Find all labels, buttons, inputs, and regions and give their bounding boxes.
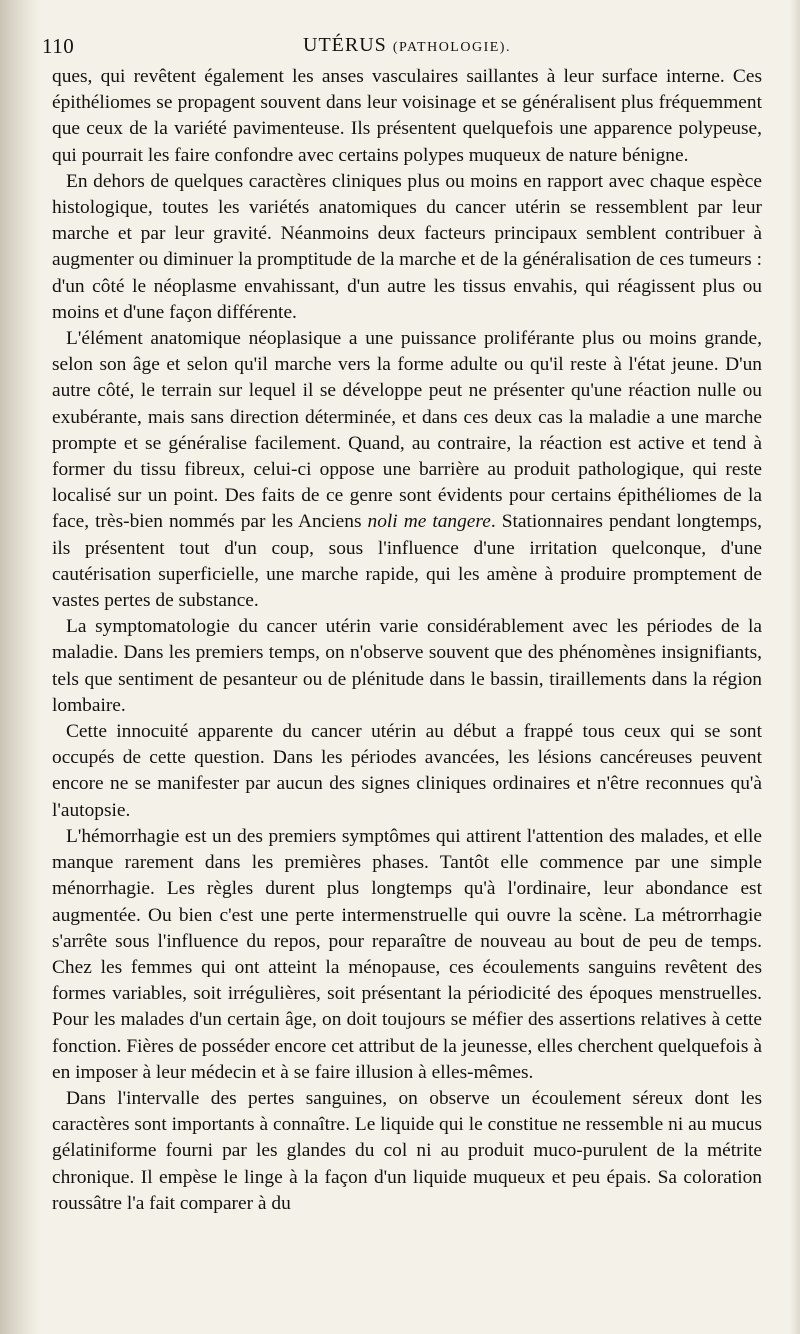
running-title — [52, 34, 762, 57]
running-header — [42, 30, 762, 64]
paragraph-text: . Stationnaires pendant longtemps, ils présentent tout d'un coup, sous l'influence d'une irritation quelconque, d'une cautérisation superficielle, une marche rapide, qui les amène à produire promptement de vastes pertes de substance. — [52, 511, 762, 612]
running-title-subtitle: (PATHOLOGIE). — [392, 40, 511, 55]
running-title-main: UTÉRUS — [303, 34, 387, 56]
paragraph-text: L'élément anatomique néoplasique a une puissance proliférante plus ou moins grande, selon son âge et selon qu'il marche vers la forme adulte ou qu'il reste à l'état jeune. D'un autre côté, le terrain sur lequel il se développe peut ne présenter qu'une réaction nulle ou exubérante, mais sans direction déterminée, et dans ces deux cas la maladie a une marche prompte et se généralise facilement. Quand, au contraire, la réaction est active et tend à former du tissu fibreux, celui-ci oppose une barrière au produit pathologique, qui reste localisé sur un point. Des faits de ce genre sont évidents pour certains épithéliomes de la face, très-bien nommés par les Anciens — [52, 328, 762, 533]
paragraph: Dans l'intervalle des pertes sanguines, on observe un écoulement séreux dont les caractères sont importants à connaître. Le liquide qui le constitue ne ressemble ni au mucus gélatiniforme fourni par les glandes du col ni au produit muco-purulent de la métrite chronique. Il empèse le linge à la façon d'un liquide muqueux et peu épais. Sa coloration roussâtre l'a fait comparer à du — [52, 1087, 762, 1214]
paragraph: La symptomatologie du cancer utérin varie considérablement avec les périodes de la maladie. Dans les premiers temps, on n'observe souvent que des phénomènes insignifiants, tels que sentiment de pesanteur ou de plénitude dans le bassin, tiraillements dans la région lombaire. — [52, 616, 762, 716]
page-number: 110 — [42, 34, 75, 58]
paragraph: En dehors de quelques caractères cliniques plus ou moins en rapport avec chaque espèce histologique, toutes les variétés anatomiques du cancer utérin se ressemblent par leur marche et par leur gravité. Néanmoins deux facteurs principaux semblent contribuer à augmenter ou diminuer la promptitude de la marche et de la généralisation de ces tumeurs : d'un côté le néoplasme envahissant, d'un autre les tissus envahis, qui réagissent plus ou moins et d'une façon différente. — [52, 170, 762, 323]
paragraph: L'hémorrhagie est un des premiers symptômes qui attirent l'attention des malades, et elle manque rarement dans les premières phases. Tantôt elle commence par une simple ménorrhagie. Les règles durent plus longtemps qu'à l'ordinaire, leur abondance est augmentée. Ou bien c'est une perte intermenstruelle qui ouvre la scène. La métrorrhagie s'arrête sous l'influence du repos, pour reparaître de nouveau au bout de peu de temps. Chez les femmes qui ont atteint la ménopause, ces écoulements sanguins revêtent des formes variables, soit irrégulières, soit présentant la périodicité des époques menstruelles. Pour les malades d'un certain âge, on doit toujours se méfier des assertions relatives à cette fonction. Fières de posséder encore cet attribut de la jeunesse, elles cherchent quelquefois à en imposer à leur médecin et à se faire illusion à elles-mêmes. — [52, 825, 762, 1083]
latin-phrase: noli me tangere — [367, 511, 491, 533]
paragraph-continued: ques, qui revêtent également les anses vasculaires saillantes à leur surface interne. Ces épithéliomes se propagent souvent dans leur voisinage et se généralisent plus fréquemment que ceux de la variété pavimenteuse. Ils présentent quelquefois une apparence polypeuse, qui pourrait les faire confondre avec certains polypes muqueux de nature bénigne. — [52, 66, 762, 166]
body-text — [52, 64, 762, 1217]
paragraph: Cette innocuité apparente du cancer utérin au début a frappé tous ceux qui se sont occupés de cette question. Dans les périodes avancées, les lésions cancéreuses peuvent encore ne se manifester par aucun des signes cliniques ordinaires et n'être reconnues qu'à l'autopsie. — [52, 721, 762, 821]
paragraph — [52, 326, 762, 614]
